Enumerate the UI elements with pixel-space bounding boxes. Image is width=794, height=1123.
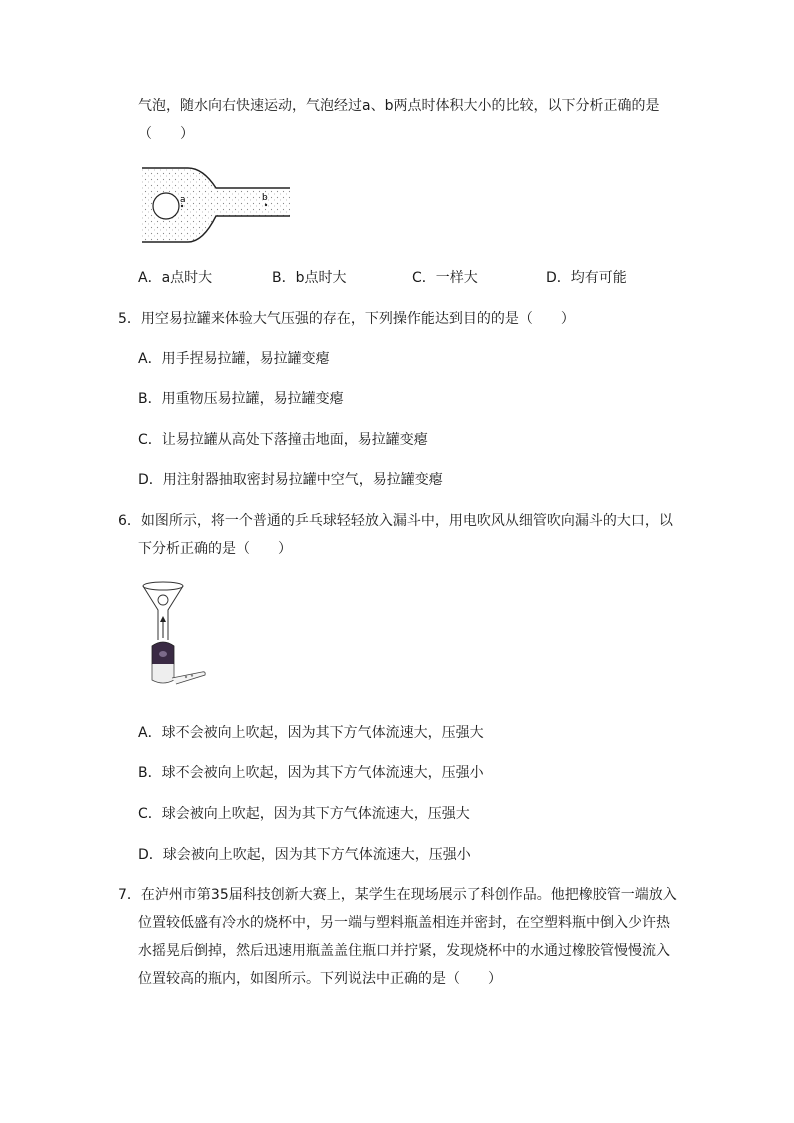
q5-option-b[interactable]: B．用重物压易拉罐，易拉罐变瘪	[138, 391, 344, 407]
q4-stem-line2: （ ）	[138, 126, 194, 142]
q4-option-a[interactable]: A．a点时大	[138, 270, 213, 286]
q5-option-a[interactable]: A．用手捏易拉罐，易拉罐变瘪	[138, 351, 330, 367]
q5-option-d[interactable]: D．用注射器抽取密封易拉罐中空气，易拉罐变瘪	[138, 472, 443, 488]
q7-stem-line1: 7．在泸州市第35届科技创新大赛上，某学生在现场展示了科创作品。他把橡胶管一端放入	[118, 887, 677, 903]
q7-stem-line3: 水摇晃后倒掉，然后迅速用瓶盖盖住瓶口并拧紧，发现烧杯中的水通过橡胶管慢慢流入	[138, 943, 670, 959]
q7-stem-line4: 位置较高的瓶内，如图所示。下列说法中正确的是（ ）	[138, 971, 502, 987]
q4-stem-line1: 气泡，随水向右快速运动，气泡经过a、b两点时体积大小的比较，以下分析正确的是	[138, 98, 660, 114]
q4-pipe-figure	[138, 160, 298, 250]
ping-pong-ball-icon	[158, 595, 168, 605]
q6-option-a[interactable]: A．球不会被向上吹起，因为其下方气体流速大，压强大	[138, 725, 484, 741]
q6-stem-line1: 6．如图所示，将一个普通的乒乓球轻轻放入漏斗中，用电吹风从细管吹向漏斗的大口，以	[118, 513, 673, 529]
q6-stem-line2: 下分析正确的是（ ）	[138, 541, 292, 557]
q5-option-c[interactable]: C．让易拉罐从高处下落撞击地面，易拉罐变瘪	[138, 432, 428, 448]
q4-option-d[interactable]: D．均有可能	[546, 270, 627, 286]
label-b: b	[262, 193, 268, 203]
bubble-icon	[153, 193, 179, 219]
label-a: a	[180, 195, 186, 205]
q6-funnel-dryer-figure	[138, 580, 218, 700]
q6-option-c[interactable]: C．球会被向上吹起，因为其下方气体流速大，压强大	[138, 806, 470, 822]
q4-option-b[interactable]: B．b点时大	[272, 270, 347, 286]
q7-stem-line2: 位置较低盛有冷水的烧杯中，另一端与塑料瓶盖相连并密封，在空塑料瓶中倒入少许热	[138, 915, 670, 931]
q5-stem: 5．用空易拉罐来体验大气压强的存在，下列操作能达到目的的是（ ）	[118, 311, 575, 327]
q6-option-d[interactable]: D．球会被向上吹起，因为其下方气体流速大，压强小	[138, 847, 471, 863]
q6-option-b[interactable]: B．球不会被向上吹起，因为其下方气体流速大，压强小	[138, 765, 484, 781]
q4-option-c[interactable]: C．一样大	[412, 270, 478, 286]
